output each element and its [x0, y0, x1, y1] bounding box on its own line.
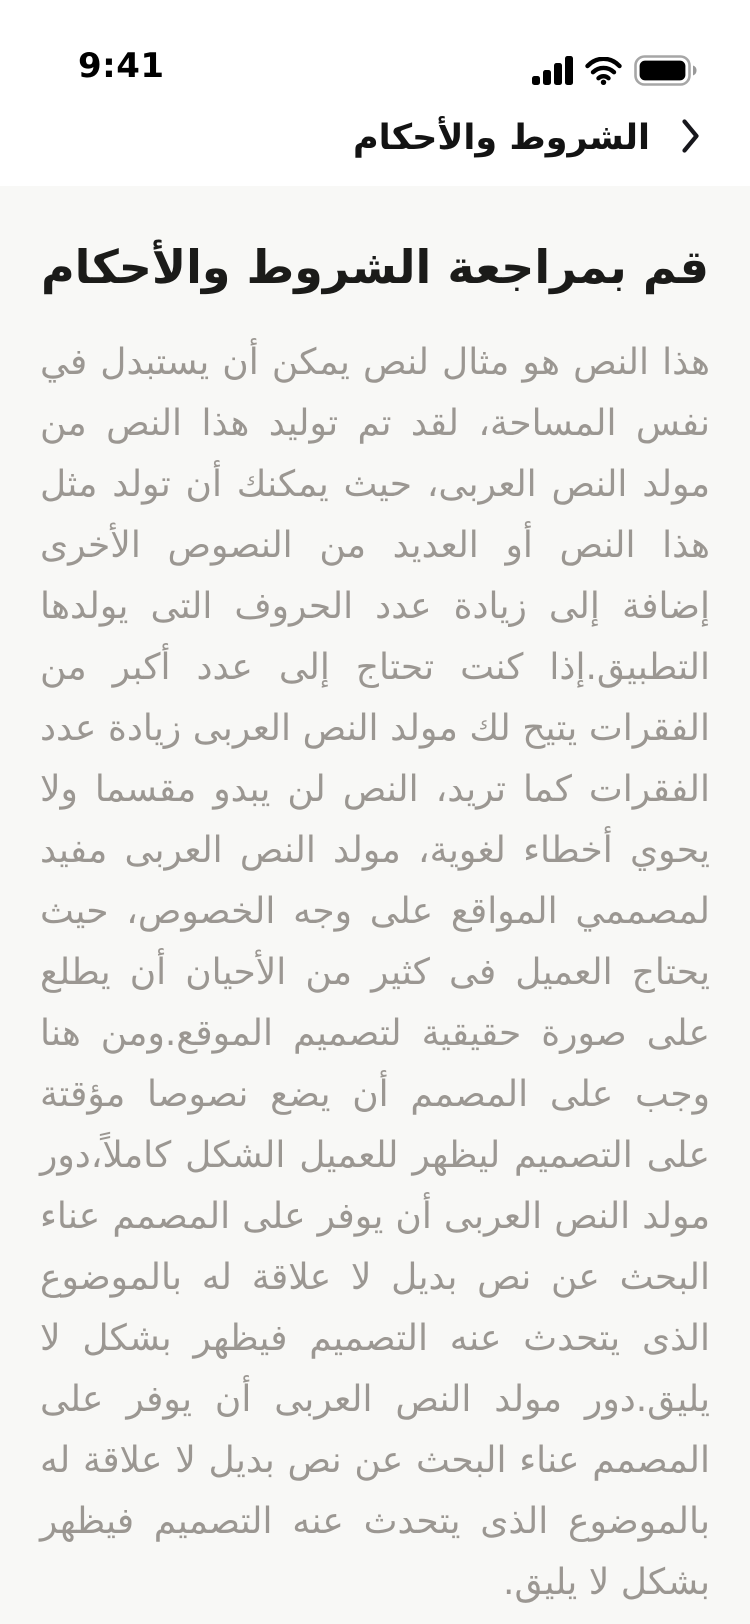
status-time: 9:41 — [78, 46, 165, 86]
status-icons — [532, 55, 698, 86]
nav-title: الشروط والأحكام — [352, 118, 650, 158]
back-button[interactable] — [676, 116, 704, 160]
battery-icon — [634, 55, 698, 86]
page-heading: قم بمراجعة الشروط والأحكام — [40, 240, 710, 294]
nav-bar — [0, 100, 750, 186]
status-bar — [0, 0, 750, 100]
wifi-icon — [585, 57, 622, 85]
terms-body-text: هذا النص هو مثال لنص يمكن أن يستبدل في نفس المساحة، لقد تم توليد هذا النص من مولد النص العربى، حيث يمكنك أن تولد مثل هذا النص أو العديد من النصوص الأخرى إضافة إلى زيادة عدد الحروف التى يولدها التطبيق.إذا كنت تحتاج إلى عدد أكبر من الفقرات يتيح لك مولد النص العربى زيادة عدد الفقرات كما تريد، النص لن يبدو مقسما ولا يحوي أخطاء لغوية، مولد النص العربى مفيد لمصممي المواقع على وجه الخصوص، حيث يحتاج العميل فى كثير من الأحيان أن يطلع على صورة حقيقية لتصميم الموقع.ومن هنا وجب على المصمم أن يضع نصوصا مؤقتة على التصميم ليظهر للعميل الشكل كاملاً،دور مولد النص العربى أن يوفر على المصمم عناء البحث عن نص بديل لا علاقة له بالموضوع الذى يتحدث عنه التصميم فيظهر بشكل لا يليق.دور مولد النص العربى أن يوفر على المصمم عناء البحث عن نص بديل لا علاقة له بالموضوع الذى يتحدث عنه التصميم فيظهر بشكل لا يليق. — [40, 342, 710, 1603]
top-chrome — [0, 0, 750, 186]
scroll-content[interactable] — [0, 186, 750, 1624]
chevron-forward-icon — [681, 117, 700, 159]
cellular-signal-icon — [532, 56, 573, 85]
